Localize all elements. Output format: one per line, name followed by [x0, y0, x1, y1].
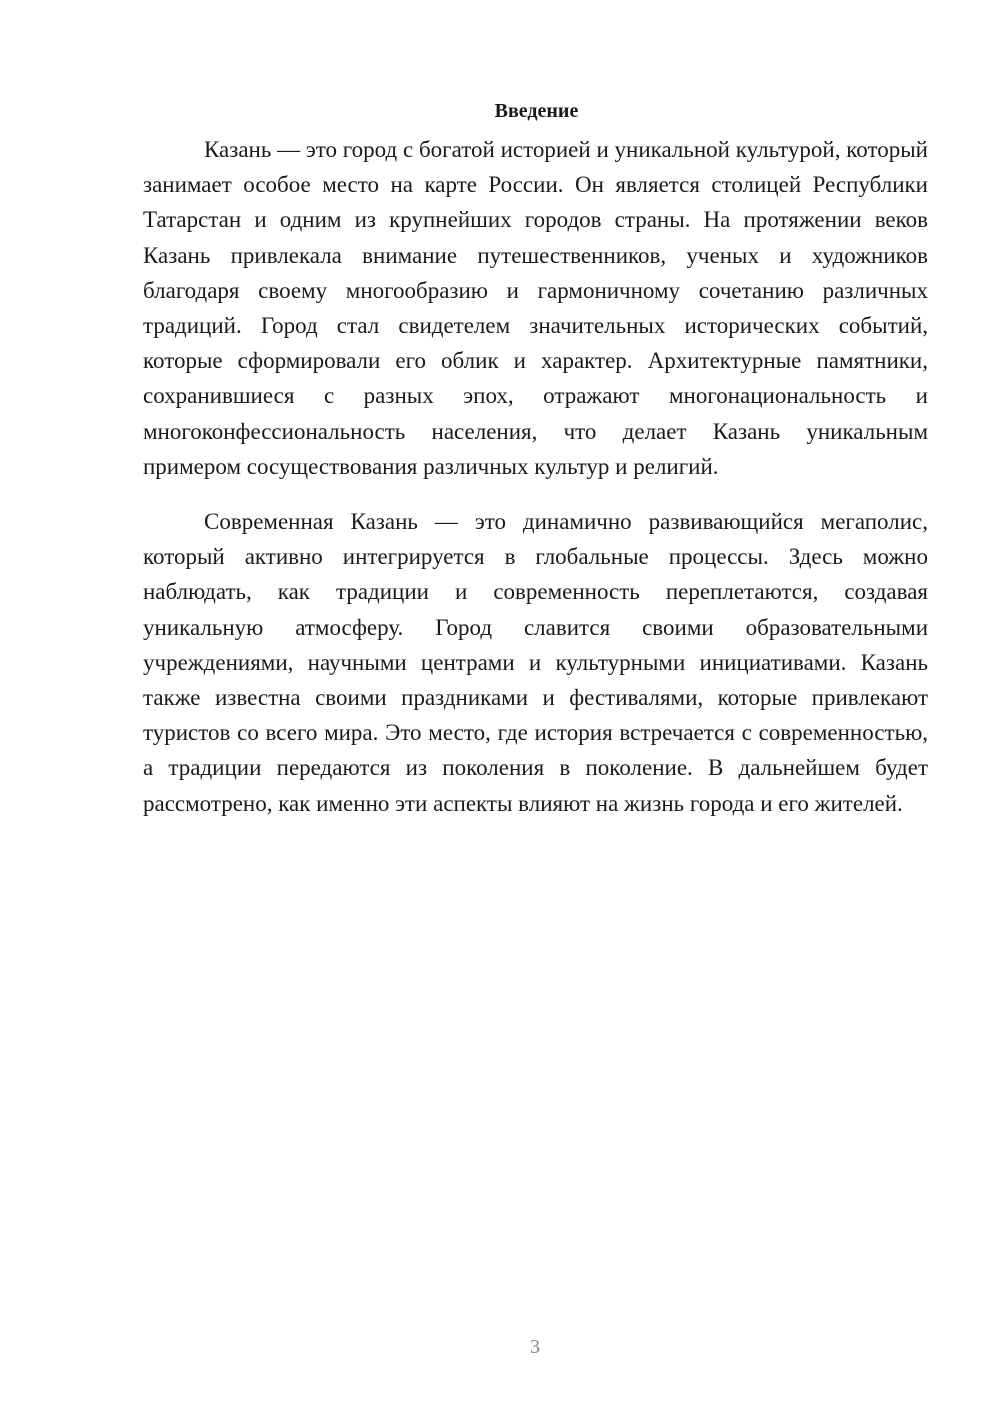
page-content — [143, 96, 928, 821]
section-heading: Введение — [494, 100, 579, 122]
page-number: 3 — [530, 1336, 540, 1358]
paragraph-2: Современная Казань — это динамично развивающийся мегаполис, который активно интегрируется в глобальные процессы. Здесь можно наблюдать, как традиции и современность переплетаются, создавая уникальную атмосферу. Город славится своими образовательными учреждениями, научными центрами и культурными инициативами. Казань также известна своими праздниками и фестивалями, которые привлекают туристов со всего мира. Это место, где история встречается с современностью, а традиции передаются из поколения в поколение. В дальнейшем будет рассмотрено, как именно эти аспекты влияют на жизнь города и его жителей. — [143, 509, 928, 816]
paragraph-1: Казань — это город с богатой историей и уникальной культурой, который занимает особое место на карте России. Он является столицей Республики Татарстан и одним из крупнейших городов страны. На протяжении веков Казань привлекала внимание путешественников, ученых и художников благодаря своему многообразию и гармоничному сочетанию различных традиций. Город стал свидетелем значительных исторических событий, которые сформировали его облик и характер. Архитектурные памятники, сохранившиеся с разных эпох, отражают многонациональность и многоконфессиональность населения, что делает Казань уникальным примером сосуществования различных культур и религий. — [143, 137, 928, 479]
